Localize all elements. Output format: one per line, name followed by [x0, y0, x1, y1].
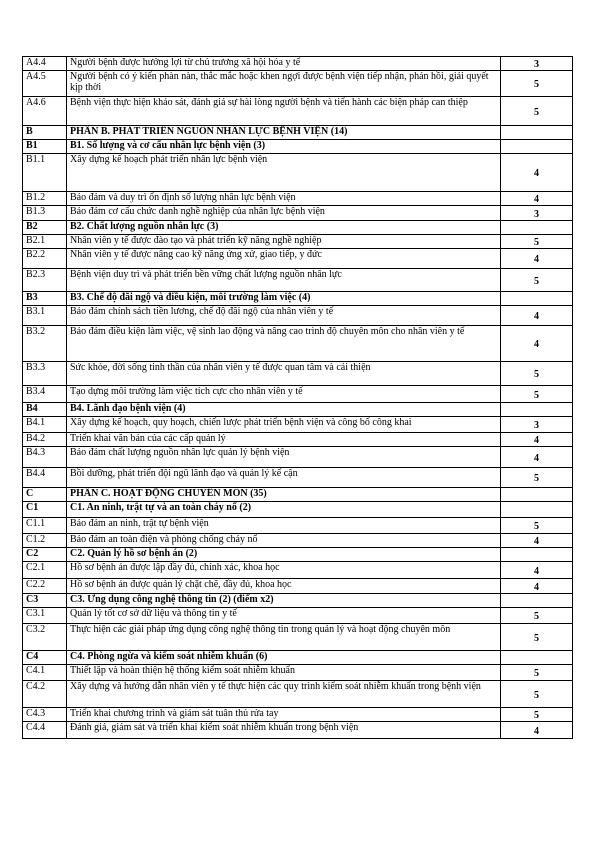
- row-score: [501, 140, 573, 154]
- section-row: [23, 488, 573, 502]
- section-row: [23, 403, 573, 417]
- row-code: B1.2: [23, 192, 67, 206]
- row-score: 4: [501, 722, 573, 739]
- row-score: 4: [501, 447, 573, 468]
- table-row: [23, 57, 573, 71]
- row-description: C2. Quản lý hồ sơ bệnh án (2): [67, 548, 501, 562]
- row-description: Bảo đảm chất lượng nguồn nhân lực quản lý bệnh viện: [67, 447, 501, 468]
- table-row: [23, 708, 573, 722]
- row-score: 4: [501, 192, 573, 206]
- row-description: Hồ sơ bệnh án được quản lý chặt chẽ, đầy đủ, khoa học: [67, 579, 501, 594]
- row-code: B1.1: [23, 154, 67, 192]
- row-code: C1.1: [23, 518, 67, 534]
- table-row: [23, 362, 573, 386]
- row-score: [501, 594, 573, 608]
- row-code: B2.2: [23, 249, 67, 269]
- row-code: C3.2: [23, 624, 67, 651]
- table-row: [23, 235, 573, 249]
- table-row: [23, 468, 573, 488]
- row-description: Bệnh viện thực hiện khảo sát, đánh giá sự hài lòng người bệnh và tiến hành các biện pháp can thiệp: [67, 97, 501, 126]
- row-code: C: [23, 488, 67, 502]
- table-row: [23, 192, 573, 206]
- table-row: [23, 249, 573, 269]
- row-score: [501, 488, 573, 502]
- row-description: Bảo đảm và duy trì ổn định số lượng nhân lực bệnh viện: [67, 192, 501, 206]
- row-code: C2.1: [23, 562, 67, 579]
- row-score: [501, 502, 573, 518]
- table-row: [23, 722, 573, 739]
- table-row: [23, 447, 573, 468]
- row-score: 4: [501, 579, 573, 594]
- section-row: [23, 502, 573, 518]
- row-code: C4: [23, 651, 67, 665]
- row-description: Bệnh viện duy trì và phát triển bền vững chất lượng nguồn nhân lực: [67, 269, 501, 292]
- row-score: [501, 126, 573, 140]
- row-code: C4.3: [23, 708, 67, 722]
- row-description: B2. Chất lượng nguồn nhân lực (3): [67, 221, 501, 235]
- row-code: B2.3: [23, 269, 67, 292]
- table-row: [23, 306, 573, 326]
- table-row: [23, 97, 573, 126]
- section-row: [23, 594, 573, 608]
- row-score: 4: [501, 433, 573, 447]
- table-row: [23, 154, 573, 192]
- table-row: [23, 624, 573, 651]
- row-score: [501, 292, 573, 306]
- row-code: B4: [23, 403, 67, 417]
- row-description: Triển khai văn bản của các cấp quản lý: [67, 433, 501, 447]
- row-score: 4: [501, 249, 573, 269]
- row-code: B4.1: [23, 417, 67, 433]
- row-code: B1: [23, 140, 67, 154]
- row-description: Xây dựng và hướng dẫn nhân viên y tế thực hiện các quy trình kiểm soát nhiễm khuẩn trong bệnh viện: [67, 681, 501, 708]
- row-description: Xây dựng kế hoạch phát triển nhân lực bệnh viện: [67, 154, 501, 192]
- row-score: 5: [501, 518, 573, 534]
- row-description: Nhân viên y tế được đào tạo và phát triển kỹ năng nghề nghiệp: [67, 235, 501, 249]
- section-row: [23, 292, 573, 306]
- row-description: Sức khỏe, đời sống tinh thần của nhân viên y tế được quan tâm và cải thiện: [67, 362, 501, 386]
- row-score: 5: [501, 269, 573, 292]
- row-description: Người bệnh có ý kiến phàn nàn, thắc mắc hoặc khen ngợi được bệnh viện tiếp nhận, phản hồi, giải quyết kịp thời: [67, 71, 501, 97]
- row-score: 4: [501, 306, 573, 326]
- criteria-table-body: [23, 57, 573, 739]
- row-score: 4: [501, 534, 573, 548]
- row-description: Bảo đảm an toàn điện và phòng chống cháy nổ: [67, 534, 501, 548]
- row-score: 5: [501, 608, 573, 624]
- row-code: B4.3: [23, 447, 67, 468]
- row-code: B3.3: [23, 362, 67, 386]
- row-score: 5: [501, 468, 573, 488]
- row-code: A4.5: [23, 71, 67, 97]
- section-row: [23, 140, 573, 154]
- row-score: 5: [501, 708, 573, 722]
- row-code: C4.4: [23, 722, 67, 739]
- row-code: C1: [23, 502, 67, 518]
- row-description: Đánh giá, giám sát và triển khai kiểm soát nhiễm khuẩn trong bệnh viện: [67, 722, 501, 739]
- row-score: 5: [501, 681, 573, 708]
- table-row: [23, 518, 573, 534]
- row-description: C3. Ứng dụng công nghệ thông tin (2) (điểm x2): [67, 594, 501, 608]
- row-score: [501, 651, 573, 665]
- row-code: B3.4: [23, 386, 67, 403]
- row-code: A4.4: [23, 57, 67, 71]
- section-row: [23, 221, 573, 235]
- row-description: Hồ sơ bệnh án được lập đầy đủ, chính xác, khoa học: [67, 562, 501, 579]
- row-code: B4.2: [23, 433, 67, 447]
- row-score: 5: [501, 624, 573, 651]
- row-score: [501, 221, 573, 235]
- criteria-table: [22, 56, 573, 739]
- row-description: Bảo đảm chính sách tiền lương, chế độ đãi ngộ của nhân viên y tế: [67, 306, 501, 326]
- table-row: [23, 206, 573, 221]
- row-code: B3.1: [23, 306, 67, 326]
- row-code: B: [23, 126, 67, 140]
- table-row: [23, 665, 573, 681]
- row-code: C3: [23, 594, 67, 608]
- row-code: B3.2: [23, 326, 67, 362]
- row-code: A4.6: [23, 97, 67, 126]
- row-score: [501, 548, 573, 562]
- row-description: B4. Lãnh đạo bệnh viện (4): [67, 403, 501, 417]
- row-code: C2: [23, 548, 67, 562]
- row-description: C1. An ninh, trật tự và an toàn cháy nổ (2): [67, 502, 501, 518]
- section-row: [23, 126, 573, 140]
- row-code: B3: [23, 292, 67, 306]
- row-description: B3. Chế độ đãi ngộ và điều kiện, môi trường làm việc (4): [67, 292, 501, 306]
- row-score: 4: [501, 562, 573, 579]
- row-description: Tạo dựng môi trường làm việc tích cực cho nhân viên y tế: [67, 386, 501, 403]
- row-description: Người bệnh được hưởng lợi từ chủ trương xã hội hóa y tế: [67, 57, 501, 71]
- section-row: [23, 651, 573, 665]
- row-description: C4. Phòng ngừa và kiểm soát nhiễm khuẩn (6): [67, 651, 501, 665]
- table-row: [23, 579, 573, 594]
- row-score: 5: [501, 235, 573, 249]
- table-row: [23, 608, 573, 624]
- row-score: 3: [501, 57, 573, 71]
- row-score: 3: [501, 206, 573, 221]
- row-description: Thực hiện các giải pháp ứng dụng công nghệ thông tin trong quản lý và hoạt động chuyên môn: [67, 624, 501, 651]
- row-code: C2.2: [23, 579, 67, 594]
- section-row: [23, 548, 573, 562]
- table-row: [23, 417, 573, 433]
- table-row: [23, 681, 573, 708]
- row-score: 4: [501, 326, 573, 362]
- row-score: 4: [501, 154, 573, 192]
- table-row: [23, 562, 573, 579]
- row-score: 5: [501, 362, 573, 386]
- table-row: [23, 269, 573, 292]
- row-score: 3: [501, 417, 573, 433]
- table-row: [23, 71, 573, 97]
- row-description: Bảo đảm an ninh, trật tự bệnh viện: [67, 518, 501, 534]
- row-description: PHẦN B. PHÁT TRIỂN NGUỒN NHÂN LỰC BỆNH VIỆN (14): [67, 126, 501, 140]
- row-description: Quản lý tốt cơ sở dữ liệu và thông tin y tế: [67, 608, 501, 624]
- table-row: [23, 326, 573, 362]
- row-code: B2: [23, 221, 67, 235]
- row-description: Triển khai chương trình và giám sát tuân thủ rửa tay: [67, 708, 501, 722]
- row-code: C4.1: [23, 665, 67, 681]
- row-code: B1.3: [23, 206, 67, 221]
- row-description: Bảo đảm điều kiện làm việc, vệ sinh lao động và nâng cao trình độ chuyên môn cho nhân viên y tế: [67, 326, 501, 362]
- row-score: 5: [501, 386, 573, 403]
- row-code: C1.2: [23, 534, 67, 548]
- row-score: [501, 403, 573, 417]
- row-score: 5: [501, 71, 573, 97]
- row-score: 5: [501, 665, 573, 681]
- row-description: Xây dựng kế hoạch, quy hoạch, chiến lược phát triển bệnh viện và công bố công khai: [67, 417, 501, 433]
- row-code: B2.1: [23, 235, 67, 249]
- row-score: 5: [501, 97, 573, 126]
- row-description: B1. Số lượng và cơ cấu nhân lực bệnh viện (3): [67, 140, 501, 154]
- row-description: Bảo đảm cơ cấu chức danh nghề nghiệp của nhân lực bệnh viện: [67, 206, 501, 221]
- row-code: C4.2: [23, 681, 67, 708]
- row-description: Thiết lập và hoàn thiện hệ thống kiểm soát nhiễm khuẩn: [67, 665, 501, 681]
- row-description: PHẦN C. HOẠT ĐỘNG CHUYÊN MÔN (35): [67, 488, 501, 502]
- row-code: C3.1: [23, 608, 67, 624]
- row-description: Bồi dưỡng, phát triển đội ngũ lãnh đạo và quản lý kế cận: [67, 468, 501, 488]
- table-row: [23, 433, 573, 447]
- table-row: [23, 534, 573, 548]
- table-row: [23, 386, 573, 403]
- row-code: B4.4: [23, 468, 67, 488]
- row-description: Nhân viên y tế được nâng cao kỹ năng ứng xử, giao tiếp, y đức: [67, 249, 501, 269]
